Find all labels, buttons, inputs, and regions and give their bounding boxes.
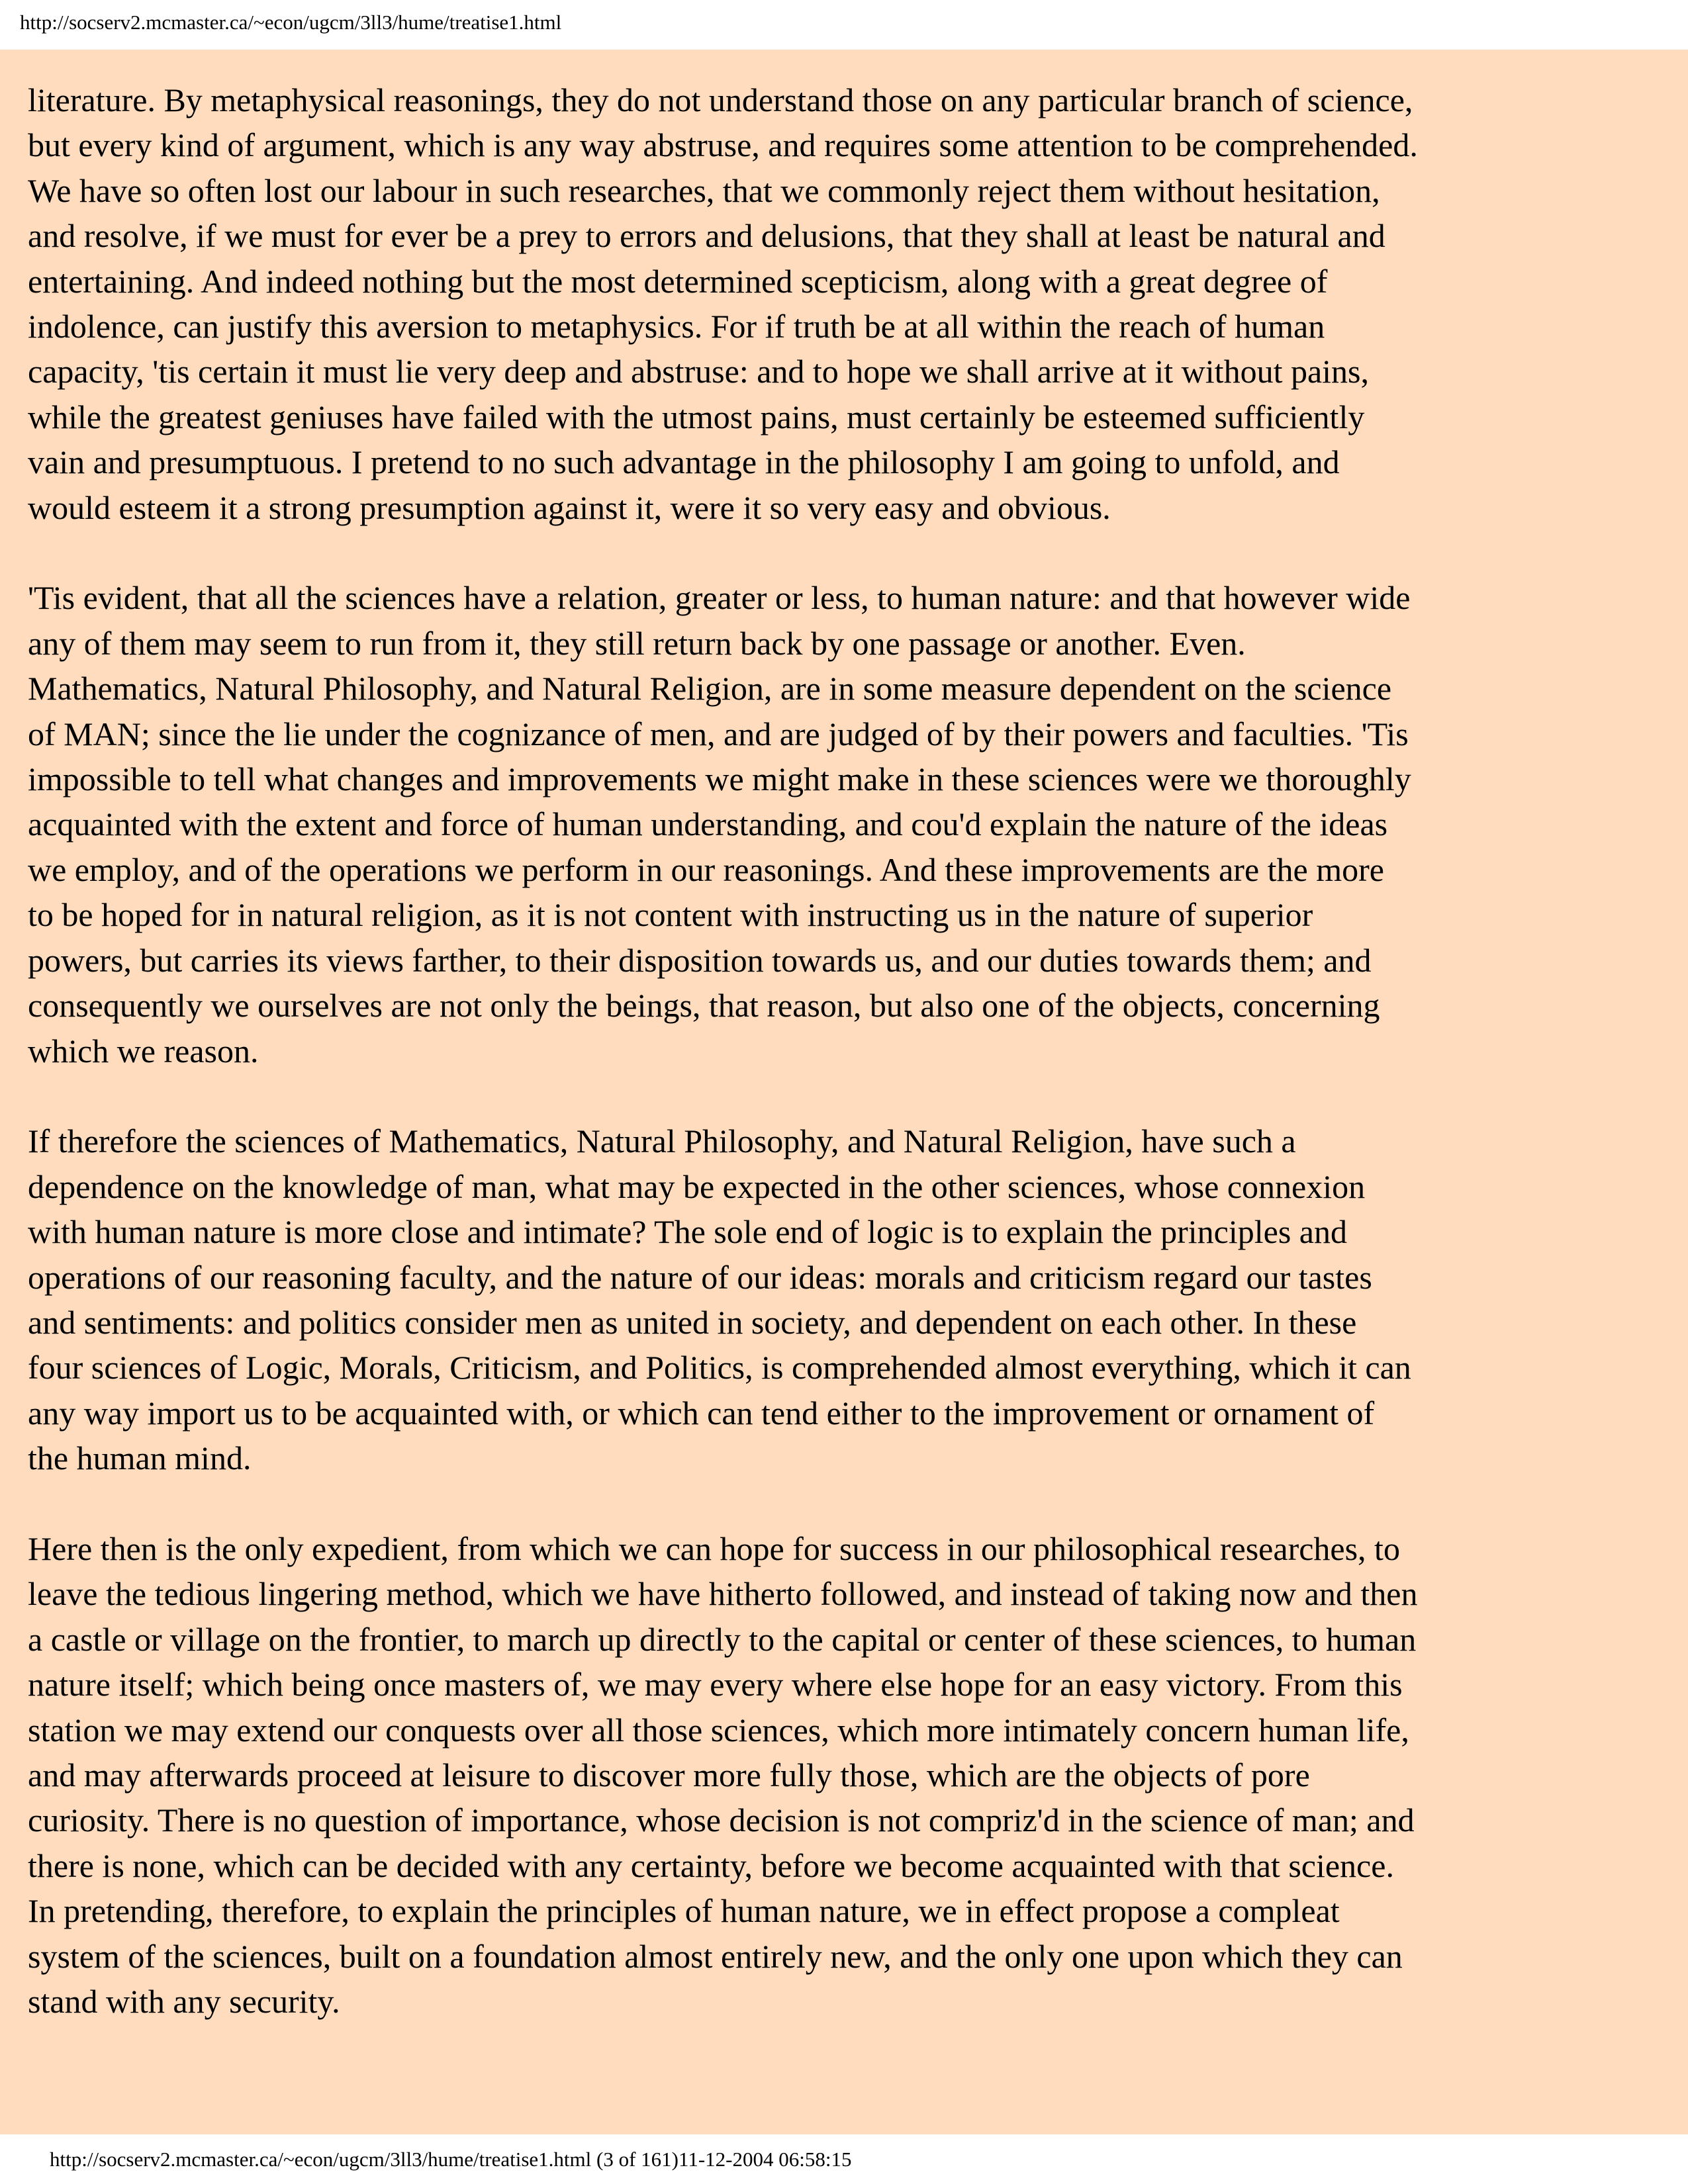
paragraph bbox=[28, 77, 1418, 530]
text-line: In pretending, therefore, to explain the principles of human nature, we in effect propose a compleat bbox=[28, 1892, 1340, 1930]
text-line: powers, but carries its views farther, to their disposition towards us, and our duties towards them; and bbox=[28, 941, 1372, 979]
text-line: the human mind. bbox=[28, 1439, 252, 1477]
text-line: literature. By metaphysical reasonings, they do not understand those on any particular branch of science, bbox=[28, 81, 1413, 118]
text-line: vain and presumptuous. I pretend to no such advantage in the philosophy I am going to unfold, and bbox=[28, 443, 1340, 481]
text-line: which we reason. bbox=[28, 1032, 259, 1069]
paragraph bbox=[28, 575, 1418, 1073]
text-line: impossible to tell what changes and improvements we might make in these sciences were we thoroughly bbox=[28, 760, 1411, 798]
text-line: indolence, can justify this aversion to metaphysics. For if truth be at all within the reach of human bbox=[28, 308, 1325, 345]
text-line: and sentiments: and politics consider men as united in society, and dependent on each other. In these bbox=[28, 1303, 1357, 1341]
text-line: there is none, which can be decided with any certainty, before we become acquainted with that science. bbox=[28, 1846, 1394, 1884]
text-line: station we may extend our conquests over all those sciences, which more intimately concern human life, bbox=[28, 1711, 1409, 1749]
document-text bbox=[28, 77, 1418, 2070]
text-line: Mathematics, Natural Philosophy, and Natural Religion, are in some measure dependent on the science bbox=[28, 670, 1392, 707]
text-line: four sciences of Logic, Morals, Criticism, and Politics, is comprehended almost everything, which it can bbox=[28, 1349, 1411, 1387]
text-line: stand with any security. bbox=[28, 1983, 340, 2021]
text-line: system of the sciences, built on a foundation almost entirely new, and the only one upon which they can bbox=[28, 1937, 1403, 1975]
text-line: leave the tedious lingering method, which we have hitherto followed, and instead of taking now and then bbox=[28, 1575, 1418, 1613]
text-line: would esteem it a strong presumption against it, were it so very easy and obvious. bbox=[28, 488, 1111, 526]
text-line: 'Tis evident, that all the sciences have a relation, greater or less, to human nature: and that however wide bbox=[28, 579, 1411, 617]
text-line: dependence on the knowledge of man, what may be expected in the other sciences, whose connexion bbox=[28, 1167, 1366, 1205]
paragraph bbox=[28, 1118, 1418, 1480]
text-line: We have so often lost our labour in such researches, that we commonly reject them without hesitation, bbox=[28, 171, 1380, 209]
text-line: any way import us to be acquainted with, or which can tend either to the improvement or ornament of bbox=[28, 1394, 1375, 1432]
header-url: http://socserv2.mcmaster.ca/~econ/ugcm/3ll3/hume/treatise1.html bbox=[20, 11, 562, 34]
text-line: consequently we ourselves are not only the beings, that reason, but also one of the objects, concerning bbox=[28, 987, 1380, 1024]
text-line: nature itself; which being once masters of, we may every where else hope for an easy victory. From this bbox=[28, 1666, 1403, 1704]
text-line: any of them may seem to run from it, they still return back by one passage or another. Even. bbox=[28, 624, 1246, 662]
text-line: and resolve, if we must for ever be a prey to errors and delusions, that they shall at least be natural and bbox=[28, 217, 1385, 255]
text-line: capacity, 'tis certain it must lie very deep and abstruse: and to hope we shall arrive at it without pains, bbox=[28, 353, 1370, 390]
text-line: to be hoped for in natural religion, as it is not content with instructing us in the nature of superior bbox=[28, 896, 1313, 934]
text-line: with human nature is more close and intimate? The sole end of logic is to explain the principles and bbox=[28, 1213, 1347, 1251]
footer-url-timestamp: http://socserv2.mcmaster.ca/~econ/ugcm/3ll3/hume/treatise1.html (3 of 161)11-12-2004 06:58:15 bbox=[50, 2148, 852, 2171]
text-line: acquainted with the extent and force of human understanding, and cou'd explain the nature of the ideas bbox=[28, 805, 1388, 843]
text-line: Here then is the only expedient, from which we can hope for success in our philosophical researches, to bbox=[28, 1529, 1400, 1567]
text-line: If therefore the sciences of Mathematics, Natural Philosophy, and Natural Religion, have such a bbox=[28, 1122, 1296, 1160]
text-line: curiosity. There is no question of importance, whose decision is not compriz'd in the science of man; and bbox=[28, 1801, 1415, 1839]
text-line: entertaining. And indeed nothing but the most determined scepticism, along with a great degree of bbox=[28, 262, 1328, 300]
text-line: of MAN; since the lie under the cognizance of men, and are judged of by their powers and faculties. 'Tis bbox=[28, 715, 1409, 752]
text-line: while the greatest geniuses have failed with the utmost pains, must certainly be esteemed sufficiently bbox=[28, 398, 1365, 435]
text-line: we employ, and of the operations we perform in our reasonings. And these improvements are the more bbox=[28, 850, 1384, 888]
page-body bbox=[0, 50, 1688, 2134]
text-line: and may afterwards proceed at leisure to discover more fully those, which are the objects of pore bbox=[28, 1756, 1310, 1794]
paragraph bbox=[28, 1526, 1418, 2024]
text-line: a castle or village on the frontier, to march up directly to the capital or center of these sciences, to human bbox=[28, 1620, 1417, 1658]
text-line: operations of our reasoning faculty, and the nature of our ideas: morals and criticism regard our tastes bbox=[28, 1258, 1372, 1296]
text-line: but every kind of argument, which is any way abstruse, and requires some attention to be comprehended. bbox=[28, 126, 1418, 164]
